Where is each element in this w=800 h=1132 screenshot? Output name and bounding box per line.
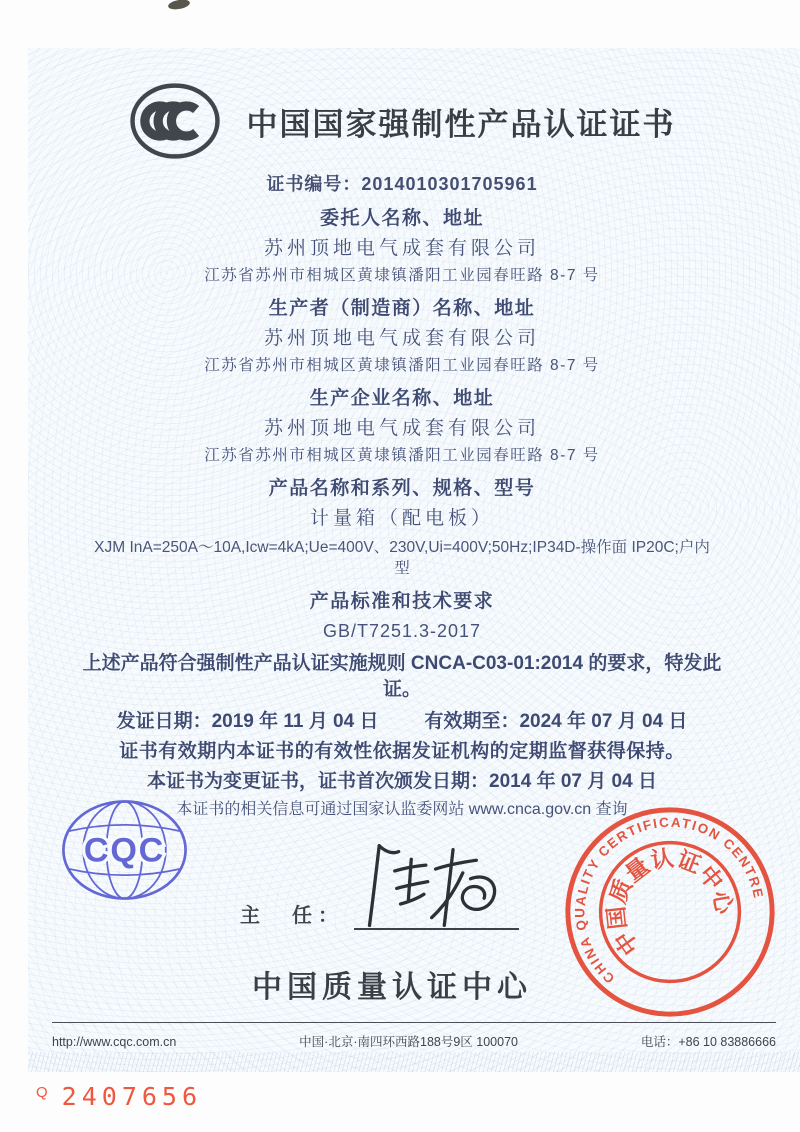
footer-address: 中国·北京·南四环西路188号9区 100070 <box>299 1035 518 1049</box>
print-serial-number <box>36 1082 202 1111</box>
manufacturer-address: 江苏省苏州市相城区黄埭镇潘阳工业园春旺路 8-7 号 <box>204 357 600 374</box>
footer-url: http://www.cqc.com.cn <box>52 1035 177 1049</box>
valid-date-label: 有效期至： <box>424 711 520 732</box>
footer-bar <box>52 1022 776 1050</box>
dates-line <box>28 709 776 735</box>
director-label: 主 任： <box>240 905 344 927</box>
certificate-number-label: 证书编号： <box>266 174 362 194</box>
conformity-statement: 上述产品符合强制性产品认证实施规则 CNCA-C03-01:2014 的要求，特发此证。 <box>82 653 722 700</box>
certificate-title: 中国国家强制性产品认证证书 <box>246 106 676 142</box>
valid-date-value: 2024 年 07 月 04 日 <box>519 711 688 732</box>
section-factory <box>28 386 776 466</box>
validity-maintenance-note: 证书有效期内本证书的有效性依据发证机构的定期监督获得保持。 <box>119 741 685 762</box>
seal-outer-text: CHINA QUALITY CERTIFICATION CENTRE <box>572 814 767 987</box>
change-certificate-note: 本证书为变更证书，证书首次颁发日期：2014 年 07 月 04 日 <box>147 771 657 792</box>
ccc-mark-label <box>221 82 222 83</box>
product-specification: XJM InA=250A～10A,Icw=4kA;Ue=400V、230V,Ui=400V;50Hz;IP34D-操作面 IP20C;户内型 <box>94 539 710 577</box>
applicant-address: 江苏省苏州市相城区黄埭镇潘阳工业园春旺路 8-7 号 <box>204 267 600 284</box>
factory-company-name: 苏州顶地电气成套有限公司 <box>263 418 540 439</box>
section-product <box>28 476 776 579</box>
section-manufacturer <box>28 296 776 376</box>
issue-date-label: 发证日期： <box>116 711 212 732</box>
section-factory-heading: 生产企业名称、地址 <box>309 388 495 409</box>
certificate-number-line <box>28 172 776 196</box>
serial-digits: 2407656 <box>61 1082 203 1111</box>
standard-code: GB/T7251.3-2017 <box>322 621 482 641</box>
director-sign-row <box>240 800 519 930</box>
scan-artifact <box>167 0 190 11</box>
signature-name <box>354 833 355 834</box>
certificate-header <box>28 82 776 160</box>
section-standard-heading: 产品标准和技术要求 <box>309 591 495 612</box>
section-manufacturer-heading: 生产者（制造商）名称、地址 <box>268 298 536 319</box>
info-lookup-note: 本证书的相关信息可通过国家认监委网站 www.cnca.gov.cn 查询 <box>176 801 628 818</box>
cqc-logo-label: CQC <box>83 831 166 870</box>
svg-text:CHINA QUALITY CERTIFICATION CE <box>556 798 778 991</box>
applicant-company-name: 苏州顶地电气成套有限公司 <box>263 238 540 259</box>
factory-address: 江苏省苏州市相城区黄埭镇潘阳工业园春旺路 8-7 号 <box>204 447 600 464</box>
cqc-globe-icon <box>57 797 192 903</box>
section-product-heading: 产品名称和系列、规格、型号 <box>268 478 536 499</box>
issue-date-value: 2019 年 11 月 04 日 <box>211 711 379 732</box>
seal-inner-text: 中国质量认证中心 <box>602 844 738 961</box>
section-applicant-heading: 委托人名称、地址 <box>319 208 484 229</box>
certificate-content <box>28 82 800 821</box>
certificate-number-value: 2014010301705961 <box>361 174 538 194</box>
director-signature <box>350 836 525 938</box>
footer-phone: 电话：+86 10 83886666 <box>640 1035 776 1049</box>
signature-line <box>354 833 519 930</box>
issuing-org-name: 中国质量认证中心 <box>252 971 532 1004</box>
serial-prefix: Q <box>36 1084 48 1101</box>
ccc-mark-icon <box>129 82 221 160</box>
certificate-paper <box>28 48 800 1072</box>
section-standard <box>28 589 776 643</box>
product-name: 计量箱（配电板） <box>309 508 494 529</box>
section-applicant <box>28 206 776 286</box>
manufacturer-company-name: 苏州顶地电气成套有限公司 <box>263 328 540 349</box>
